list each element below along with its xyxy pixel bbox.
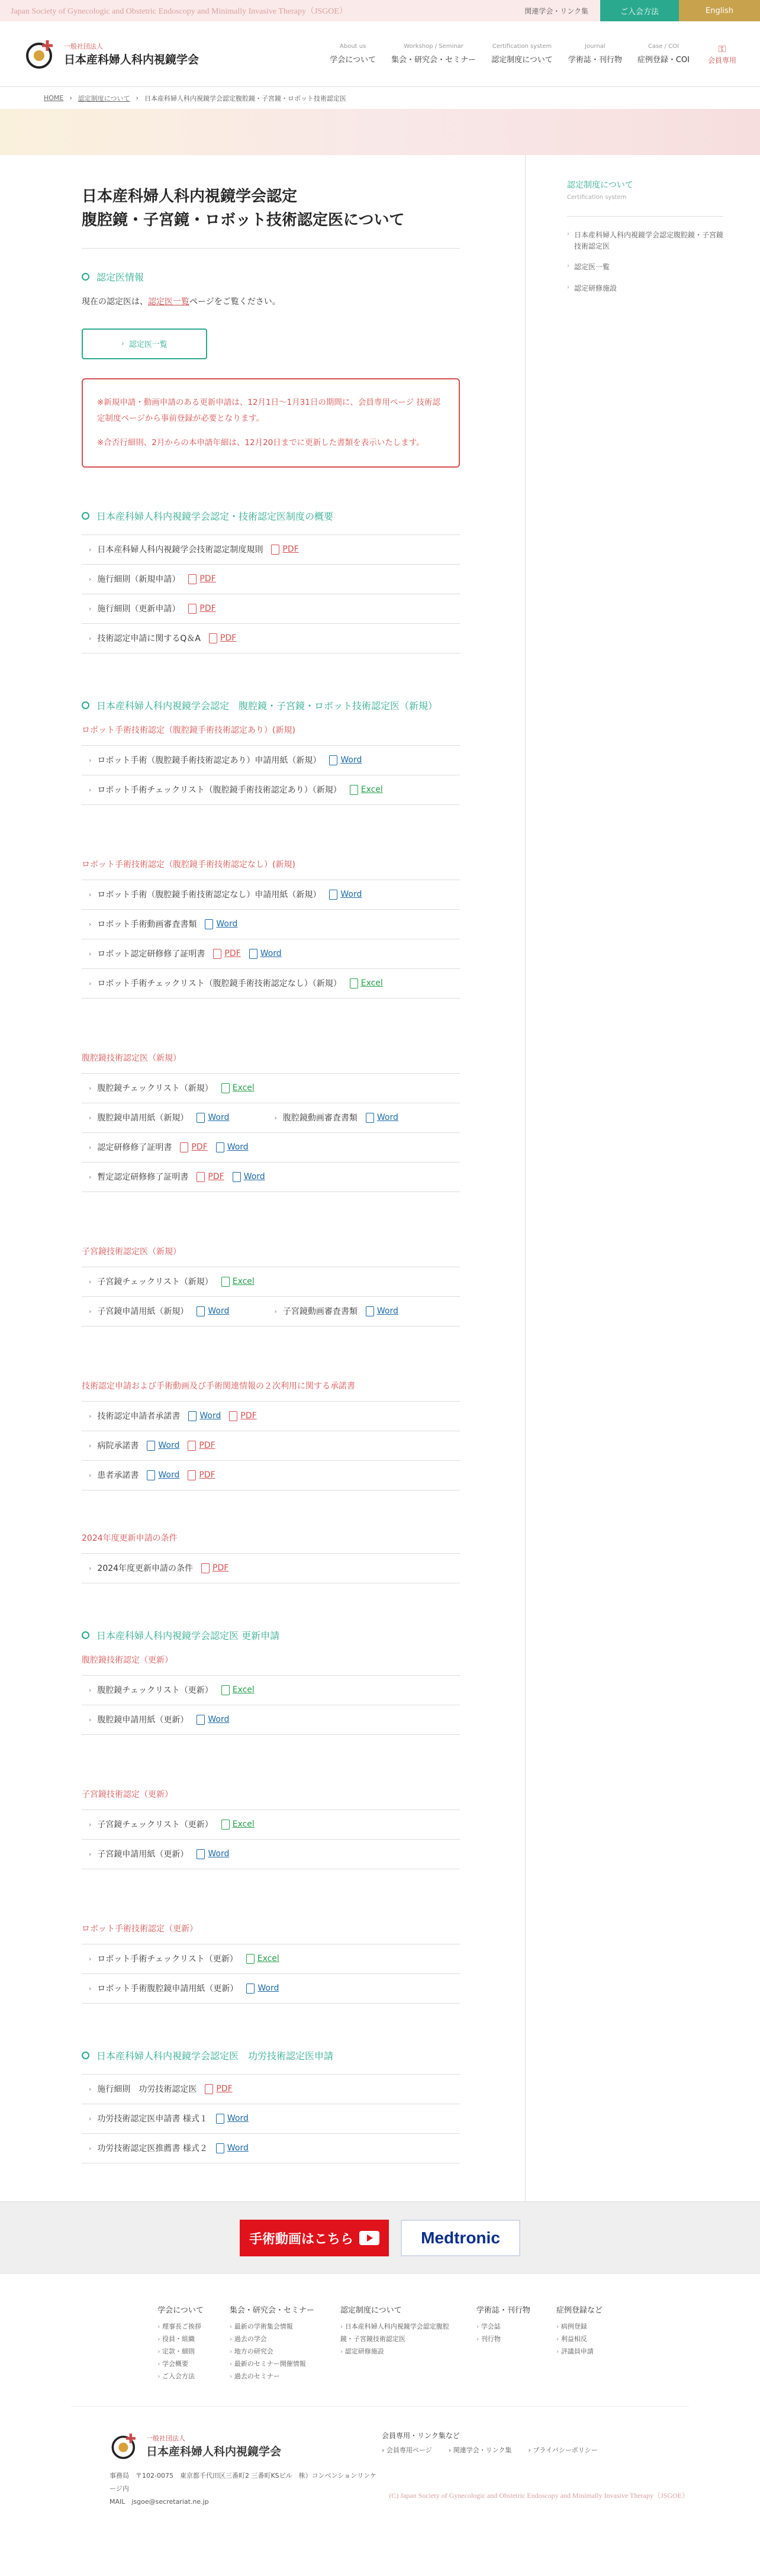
word-link[interactable]: Word <box>329 890 362 900</box>
doc-list <box>82 1073 460 1192</box>
pdf-link[interactable]: PDF <box>209 633 236 643</box>
doc-list <box>82 1401 460 1490</box>
pdf-icon <box>209 633 217 643</box>
surgery-video-banner[interactable] <box>240 2220 389 2256</box>
org-name: 日本産科婦人科内視鏡学会 <box>64 53 199 66</box>
pdf-icon <box>197 1172 205 1182</box>
word-link[interactable]: Word <box>188 1411 221 1421</box>
chevron-right-icon: › <box>89 1113 92 1122</box>
sub-heading: 技術認定申請および手術動画及び手術関連情報の２次利用に関する承諾書 <box>82 1381 355 1391</box>
footer-links-heading: 会員専用・リンク集など <box>382 2432 460 2440</box>
excel-link[interactable]: Excel <box>221 1685 255 1695</box>
chevron-right-icon: › <box>89 1084 92 1092</box>
word-icon <box>197 1113 205 1123</box>
certified-list-link[interactable]: 認定医一覧 <box>148 297 189 307</box>
related-links[interactable]: 関連学会・リンク集 <box>524 7 589 15</box>
banner-label: 手術動画はこちら <box>249 2232 353 2247</box>
word-icon <box>197 1306 205 1316</box>
chevron-right-icon: › <box>89 1143 92 1151</box>
footer <box>0 2274 760 2509</box>
footer-link[interactable]: › 過去のセミナー <box>230 2371 314 2383</box>
pdf-icon <box>180 1142 188 1152</box>
footer-heading: 集会・研究会・セミナー <box>229 2306 314 2315</box>
doc-row: › 技術認定申請に関するQ＆A PDF <box>82 624 460 653</box>
chevron-right-icon: › <box>89 1984 92 1992</box>
pdf-icon <box>188 604 197 614</box>
nav-ja: 学術誌・刊行物 <box>568 56 622 65</box>
excel-icon <box>221 1820 230 1830</box>
section-heading: 認定医情報 <box>82 270 460 284</box>
word-icon <box>329 890 337 900</box>
footer-link[interactable]: › 過去の学会 <box>230 2333 314 2346</box>
chevron-right-icon: › <box>89 634 92 642</box>
sub-heading: ロボット手術技術認定（更新） <box>82 1924 198 1934</box>
org-small: 一般社団法人 <box>64 42 103 50</box>
word-icon <box>188 1411 197 1421</box>
section-heading: 日本産科婦人科内視鏡学会認定・技術認定医制度の概要 <box>82 509 460 523</box>
top-bar <box>0 0 760 21</box>
chevron-right-icon: › <box>567 263 569 270</box>
chevron-right-icon: › <box>89 1686 92 1694</box>
doc-row: › ロボット手術動画審査書類 Word <box>82 910 460 939</box>
doc-row: › ロボット手術チェックリスト（腹腔鏡手術技術認定なし）（新規） Excel <box>82 969 460 999</box>
doc-row: › ロボット手術（腹腔鏡手術技術認定なし）申請用紙（新規） Word <box>82 880 460 910</box>
footer-link[interactable]: › 理事長ご挨拶 <box>157 2321 204 2333</box>
ring-icon <box>82 2052 89 2059</box>
word-link[interactable]: Word <box>249 949 282 959</box>
office-address: 事務局 〒102-0075 東京都千代田区三番町2 三番町KSビル 株）コンベンションリンケージ内 <box>110 2472 376 2493</box>
hero-band <box>0 109 760 155</box>
footer-link[interactable]: › ご入会方法 <box>157 2371 204 2383</box>
footer-link[interactable]: › 日本産科婦人科内視鏡学会認定腹腔鏡・子宮鏡技術認定医 <box>340 2321 450 2346</box>
word-link[interactable]: Word <box>216 1142 249 1152</box>
footer-heading: 認定制度について <box>340 2306 402 2315</box>
word-link[interactable]: Word <box>197 1849 229 1859</box>
banner-area <box>0 2202 760 2274</box>
nav-en: Workshop / Seminar <box>404 43 463 50</box>
page-title: 日本産科婦人科内視鏡学会認定 腹腔鏡・子宮鏡・ロボット技術認定医について <box>82 185 460 249</box>
footer-link[interactable]: › 学会誌 <box>476 2321 530 2333</box>
word-icon <box>216 1142 224 1152</box>
word-link[interactable]: Word <box>197 1113 229 1123</box>
chevron-right-icon: › <box>89 1820 92 1828</box>
doc-list <box>82 1944 460 2004</box>
footer-link[interactable]: › 定款・細則 <box>157 2346 204 2358</box>
ring-icon <box>82 701 89 709</box>
nav-about[interactable] <box>322 43 384 65</box>
doc-row: › 施行細則 功労技術認定医 PDF <box>82 2075 460 2104</box>
doc-row: › 腹腔鏡チェックリスト（新規） Excel <box>82 1074 460 1103</box>
doc-row: › 子宮鏡申請用紙（更新） Word <box>82 1840 460 1869</box>
word-icon <box>366 1113 374 1123</box>
excel-link[interactable]: Excel <box>221 1083 255 1093</box>
section-heading: 日本産科婦人科内視鏡学会認定医 更新申請 <box>82 1628 460 1642</box>
doc-row: › 認定研修修了証明書 PDF Word <box>82 1133 460 1163</box>
doc-row: › 2024年度更新申請の条件 PDF <box>82 1554 460 1583</box>
chevron-right-icon: › <box>89 1441 92 1450</box>
excel-link[interactable]: Excel <box>221 1820 255 1830</box>
chevron-right-icon: › <box>567 231 569 237</box>
word-link[interactable]: Word <box>197 1715 229 1725</box>
sidebar-item-facilities[interactable]: › 認定研修施設 <box>567 283 723 294</box>
chevron-right-icon: › <box>89 1173 92 1181</box>
pdf-icon <box>201 1563 210 1573</box>
footer-link[interactable]: › 病例登録 <box>556 2321 603 2333</box>
chevron-right-icon: › <box>274 1113 277 1122</box>
section-heading: 日本産科婦人科内視鏡学会認定 腹腔鏡・子宮鏡・ロボット技術認定医（新規） <box>82 698 460 712</box>
footer-link[interactable]: › 学会概要 <box>157 2358 204 2371</box>
footer-link[interactable]: › 役員・組織 <box>157 2333 204 2346</box>
chevron-right-icon: › <box>89 1954 92 1963</box>
english-button[interactable]: English <box>679 0 760 21</box>
nav-certification[interactable] <box>484 43 561 65</box>
pdf-link[interactable]: PDF <box>213 949 240 959</box>
nav-ja: 集会・研究会・セミナー <box>391 56 476 65</box>
footer-link-member[interactable]: › 会員専用ページ <box>382 2446 432 2455</box>
doc-row: › 技術認定申請者承諾書 Word PDF <box>82 1402 460 1431</box>
chevron-right-icon: › <box>89 545 92 553</box>
member-icon: ⚿ <box>718 43 726 54</box>
sub-heading: 腹腔鏡技術認定医（新規） <box>82 1053 181 1063</box>
org-small: 一般社団法人 <box>146 2434 185 2442</box>
word-icon <box>216 2143 224 2153</box>
pdf-link[interactable]: PDF <box>188 604 215 614</box>
doc-list <box>82 1809 460 1869</box>
chevron-right-icon: › <box>89 2144 92 2152</box>
doc-row: › 功労技術認定医申請書 様式１ Word <box>82 2104 460 2134</box>
doc-row: › ロボット手術チェックリスト（更新） Excel <box>82 1944 460 1974</box>
sidebar <box>526 155 760 2201</box>
word-link[interactable]: Word <box>366 1113 398 1123</box>
doc-row: › 腹腔鏡申請用紙（新規） Word › 腹腔鏡動画審査書類 Word <box>82 1103 460 1133</box>
nav-en: Journal <box>585 43 606 50</box>
breadcrumb-separator: › <box>136 94 139 102</box>
breadcrumb-cert[interactable]: 認定制度について <box>78 94 130 102</box>
chevron-right-icon: › <box>121 340 124 348</box>
doc-row: › 病院承諾書 Word PDF <box>82 1431 460 1461</box>
footer-link[interactable]: › 最新の学術集会情報 <box>230 2321 314 2333</box>
word-link[interactable]: Word <box>197 1306 229 1316</box>
word-icon <box>147 1470 155 1480</box>
chevron-right-icon: › <box>89 979 92 987</box>
doc-row: › ロボット手術（腹腔鏡手術技術認定あり）申請用紙（新規） Word <box>82 746 460 775</box>
chevron-right-icon: › <box>89 1850 92 1858</box>
excel-link[interactable]: Excel <box>246 1954 279 1964</box>
main-content <box>0 155 526 2201</box>
doc-row: › 腹腔鏡チェックリスト（更新） Excel <box>82 1676 460 1705</box>
nav-ja: 認定制度について <box>491 56 553 65</box>
notice-text: ※合否行細則、2月からの本申請年細は、12月20日までに更新した書類を表示いたします。 <box>97 437 424 447</box>
word-link[interactable]: Word <box>205 919 237 929</box>
pdf-icon <box>188 1441 196 1451</box>
nav-journal[interactable] <box>561 43 630 65</box>
office-mail: MAIL jsgoe@secretariat.ne.jp <box>110 2498 209 2506</box>
site-title-en: Japan Society of Gynecologic and Obstetric Endoscopy and Minimally Invasive Therapy（JSGOE） <box>11 7 347 16</box>
chevron-right-icon: › <box>89 949 92 958</box>
nav-workshop[interactable] <box>384 43 484 65</box>
intro-text: 現在の認定医は、認定医一覧ページをご覧ください。 <box>82 297 281 307</box>
logo-icon <box>24 37 58 71</box>
chevron-right-icon: › <box>89 1277 92 1286</box>
chevron-right-icon: › <box>89 1412 92 1420</box>
pdf-link[interactable]: PDF <box>188 1441 215 1451</box>
word-icon <box>246 1983 255 1994</box>
word-link[interactable]: Word <box>366 1306 398 1316</box>
nav-ja: 学会について <box>330 56 376 65</box>
notice-text: ※新規申請・動画申請のある更新申請は、12月1日～1月31日の期間に、会員専用ページ 技術認定制度ページから事前登録が必要となります。 <box>97 397 440 423</box>
nav-ja: 症例登録・COI <box>637 56 690 65</box>
join-button[interactable]: ご入会方法 <box>600 0 679 21</box>
certified-list-button[interactable]: › 認定医一覧 <box>82 329 207 359</box>
breadcrumb <box>0 86 760 109</box>
excel-icon <box>221 1083 230 1093</box>
word-icon <box>233 1172 241 1182</box>
doc-row: › 腹腔鏡申請用紙（更新） Word <box>82 1705 460 1735</box>
excel-link[interactable]: Excel <box>350 978 383 988</box>
doc-row: › 功労技術認定医推薦書 様式２ Word <box>82 2134 460 2163</box>
sub-heading: 腹腔鏡技術認定（更新） <box>82 1655 173 1665</box>
chevron-right-icon: › <box>89 1471 92 1479</box>
copyright: (C) Japan Society of Gynecologic and Obstetric Endoscopy and Minimally Invasive Therapy（JSGOE） <box>389 2491 689 2500</box>
word-icon <box>366 1306 374 1316</box>
word-link[interactable]: Word <box>147 1441 179 1451</box>
word-icon <box>147 1441 155 1451</box>
pdf-link[interactable]: PDF <box>205 2084 232 2094</box>
member-link[interactable] <box>697 43 736 65</box>
chevron-right-icon: › <box>274 1307 277 1315</box>
doc-row: › ロボット手術腹腔鏡申請用紙（更新） Word <box>82 1974 460 2004</box>
doc-row: › 施行細則（更新申請） PDF <box>82 594 460 624</box>
excel-link[interactable]: Excel <box>221 1277 255 1287</box>
footer-nav <box>71 2304 689 2407</box>
doc-row: › 患者承諾書 Word PDF <box>82 1461 460 1490</box>
word-icon <box>216 2114 224 2124</box>
sidebar-title-en: Certification system <box>567 194 723 217</box>
site-logo[interactable] <box>24 37 272 71</box>
play-icon <box>359 2231 379 2245</box>
header <box>0 21 760 86</box>
chevron-right-icon: › <box>89 920 92 928</box>
excel-icon <box>246 1954 255 1964</box>
doc-row: › 施行細則（新規申請） PDF <box>82 565 460 594</box>
footer-link[interactable]: › 評議員申請 <box>556 2346 603 2358</box>
chevron-right-icon: › <box>567 284 569 291</box>
word-icon <box>249 949 257 959</box>
doc-list <box>82 534 460 653</box>
pdf-link[interactable]: PDF <box>188 574 215 584</box>
breadcrumb-current: 日本産科婦人科内視鏡学会認定腹腔鏡・子宮鏡・ロボット技術認定医 <box>144 94 346 102</box>
pdf-icon <box>213 949 221 959</box>
sub-heading: 2024年度更新申請の条件 <box>82 1533 178 1543</box>
chevron-right-icon: › <box>89 756 92 764</box>
excel-icon <box>350 785 358 795</box>
ring-icon <box>82 1631 89 1639</box>
doc-list <box>82 880 460 999</box>
footer-link[interactable]: › 認定研修施設 <box>340 2346 450 2358</box>
footer-heading: 症例登録など <box>556 2306 603 2315</box>
chevron-right-icon: › <box>89 2114 92 2123</box>
chevron-right-icon: › <box>89 890 92 899</box>
word-link[interactable]: Word <box>216 2114 249 2124</box>
pdf-icon <box>205 2084 213 2094</box>
doc-row: › ロボット認定研修修了証明書 PDF Word <box>82 939 460 969</box>
word-link[interactable]: Word <box>216 2143 249 2153</box>
doc-list <box>82 1267 460 1326</box>
chevron-right-icon: › <box>89 785 92 794</box>
nav-en: Case / COI <box>648 43 679 50</box>
word-icon <box>205 919 213 929</box>
word-icon <box>329 755 337 765</box>
footer-link[interactable]: › 最新のセミナー開催情報 <box>230 2358 314 2371</box>
medtronic-banner[interactable]: Medtronic <box>401 2220 520 2256</box>
breadcrumb-home[interactable]: HOME <box>44 94 64 102</box>
doc-row: › 子宮鏡申請用紙（新規） Word › 子宮鏡動画審査書類 Word <box>82 1297 460 1326</box>
sub-heading: ロボット手術技術認定（腹腔鏡手術技術認定なし）(新規) <box>82 859 295 870</box>
excel-link[interactable]: Excel <box>350 785 383 795</box>
chevron-right-icon: › <box>89 1307 92 1315</box>
footer-link-privacy[interactable]: › プライバシーポリシー <box>528 2446 598 2455</box>
footer-link[interactable]: › 地方の研究会 <box>230 2346 314 2358</box>
footer-link[interactable]: › 利益相反 <box>556 2333 603 2346</box>
section-heading: 日本産科婦人科内視鏡学会認定医 功労技術認定医申請 <box>82 2049 460 2062</box>
chevron-right-icon: › <box>89 575 92 583</box>
nav-en: Certification system <box>492 43 552 50</box>
doc-row: › 日本産科婦人科内視鏡学会技術認定制度規則 PDF <box>82 535 460 565</box>
doc-list <box>82 1553 460 1583</box>
footer-heading: 学術誌・刊行物 <box>476 2306 530 2315</box>
sidebar-item-certification[interactable]: › 日本産科婦人科内視鏡学会認定腹腔鏡・子宮鏡技術認定医 <box>567 230 723 252</box>
pdf-link[interactable]: PDF <box>271 545 298 555</box>
pdf-link[interactable]: PDF <box>197 1172 224 1182</box>
sub-heading: 子宮鏡技術認定医（新規） <box>82 1247 181 1257</box>
ring-icon <box>82 273 89 281</box>
sub-heading: ロボット手術技術認定（腹腔鏡手術技術認定あり）(新規) <box>82 725 295 735</box>
nav-en: About us <box>340 43 366 50</box>
excel-icon <box>221 1685 230 1695</box>
pdf-icon <box>188 574 197 584</box>
ring-icon <box>82 512 89 520</box>
breadcrumb-separator: › <box>69 94 72 102</box>
chevron-right-icon: › <box>89 604 92 613</box>
word-link[interactable]: Word <box>329 755 362 765</box>
doc-row: › 子宮鏡チェックリスト（更新） Excel <box>82 1810 460 1840</box>
chevron-right-icon: › <box>89 1715 92 1724</box>
word-icon <box>197 1715 205 1725</box>
doc-list <box>82 2074 460 2163</box>
excel-icon <box>350 978 358 988</box>
sidebar-title: 認定制度について <box>567 181 633 190</box>
nav-case[interactable] <box>630 43 697 65</box>
pdf-link[interactable]: PDF <box>229 1411 256 1421</box>
word-icon <box>197 1849 205 1859</box>
notice-box <box>82 378 460 468</box>
org-name: 日本産科婦人科内視鏡学会 <box>146 2445 282 2458</box>
footer-link-related[interactable]: › 関連学会・リンク集 <box>448 2446 512 2455</box>
pdf-link[interactable]: PDF <box>180 1142 207 1152</box>
sidebar-item-list[interactable]: › 認定医一覧 <box>567 262 723 273</box>
pdf-link[interactable]: PDF <box>188 1470 215 1480</box>
word-link[interactable]: Word <box>246 1983 279 1994</box>
doc-list <box>82 745 460 805</box>
excel-icon <box>221 1277 230 1287</box>
doc-row: › 暫定認定研修修了証明書 PDF Word <box>82 1163 460 1192</box>
footer-heading: 学会について <box>157 2306 204 2315</box>
pdf-link[interactable]: PDF <box>201 1563 228 1573</box>
pdf-icon <box>188 1470 196 1480</box>
doc-row: › 子宮鏡チェックリスト（新規） Excel <box>82 1267 460 1297</box>
footer-logo[interactable] <box>110 2430 382 2461</box>
pdf-icon <box>229 1411 237 1421</box>
chevron-right-icon: › <box>89 2085 92 2093</box>
word-link[interactable]: Word <box>147 1470 179 1480</box>
pdf-icon <box>271 545 279 555</box>
global-nav <box>322 43 736 65</box>
member-label: 会員専用 <box>707 56 736 65</box>
footer-link[interactable]: › 刊行物 <box>476 2333 530 2346</box>
chevron-right-icon: › <box>89 1564 92 1572</box>
sub-heading: 子宮鏡技術認定（更新） <box>82 1789 173 1799</box>
logo-icon <box>110 2430 140 2461</box>
doc-list <box>82 1675 460 1735</box>
doc-row: › ロボット手術チェックリスト（腹腔鏡手術技術認定あり）（新規） Excel <box>82 775 460 805</box>
word-link[interactable]: Word <box>233 1172 265 1182</box>
